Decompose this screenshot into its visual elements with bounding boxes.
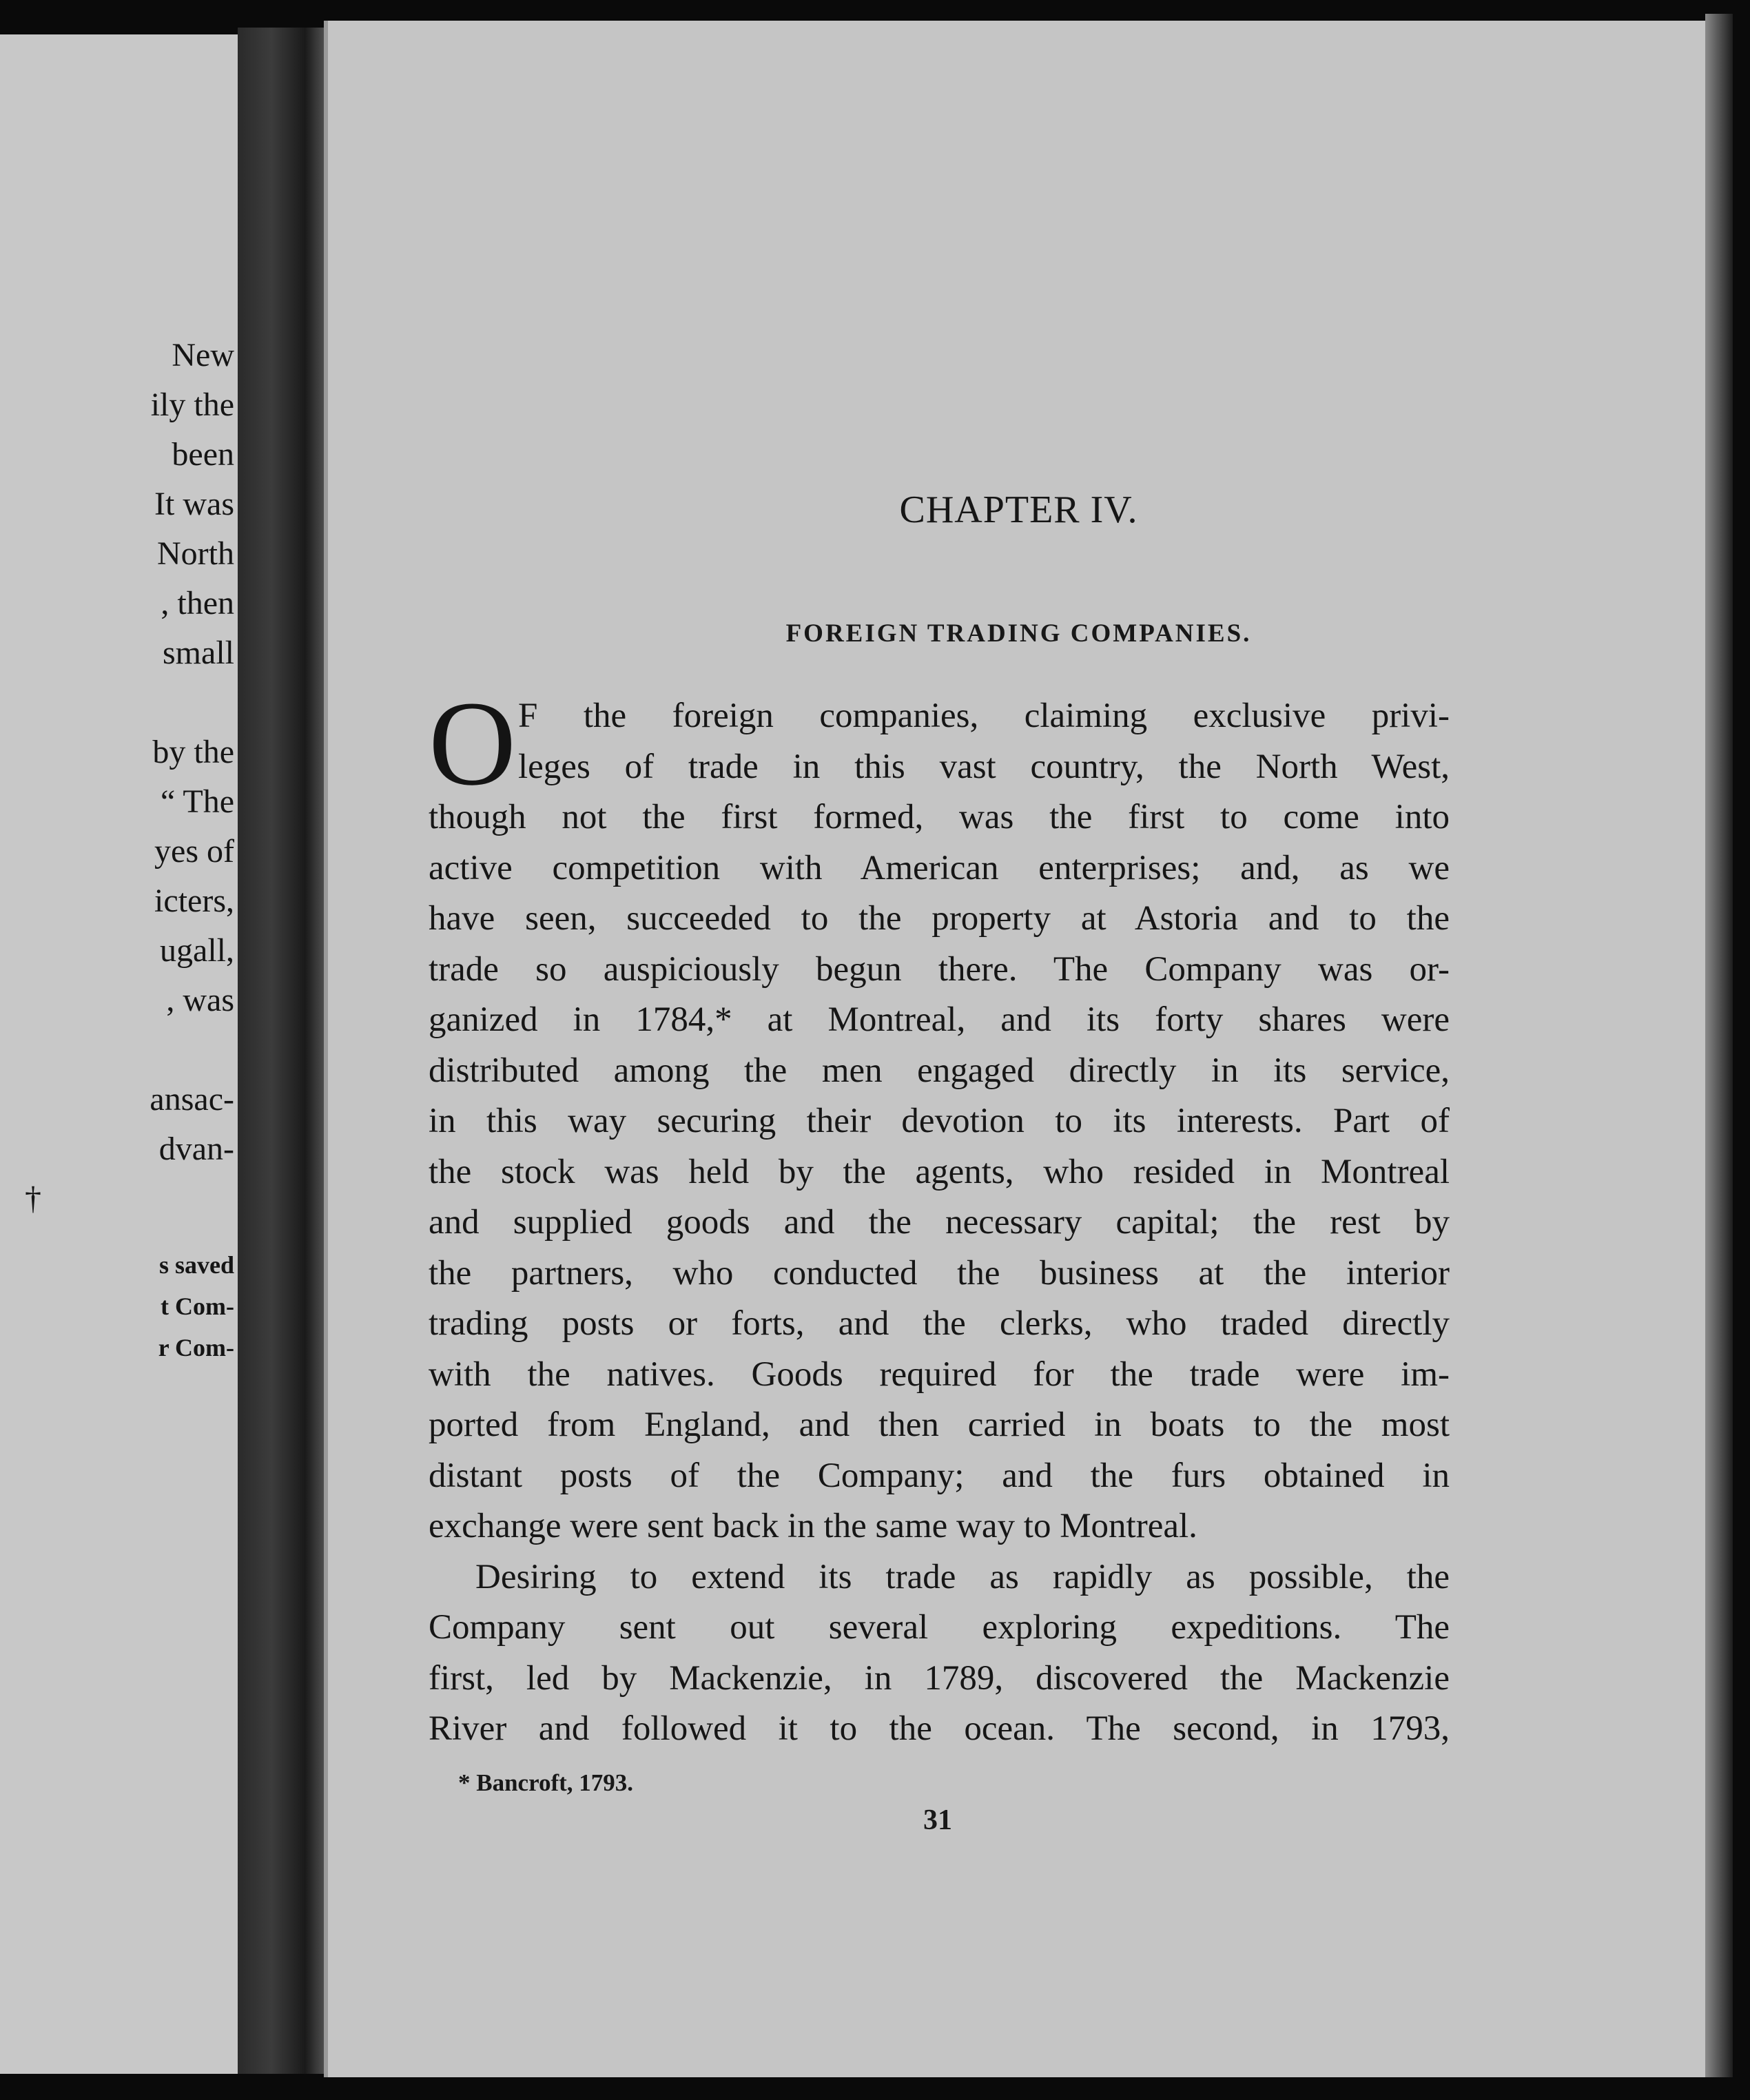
body-line-text: Desiring to extend its trade as rapidly as possible, the	[475, 1557, 1450, 1596]
body-line	[429, 1147, 1450, 1198]
body-line-text: first, led by Mackenzie, in 1789, discovered the Mackenzie	[429, 1658, 1450, 1698]
left-page	[0, 34, 238, 2074]
body-line	[429, 742, 1450, 793]
body-line-text: trade so auspiciously begun there. The Company was or-	[429, 949, 1450, 989]
body-line-text: trading posts or forts, and the clerks, who traded directly	[429, 1304, 1450, 1343]
left-line: New	[172, 337, 234, 373]
body-line-text: the stock was held by the agents, who resided in Montreal	[429, 1152, 1450, 1191]
left-line: , was	[166, 982, 234, 1018]
body-line	[429, 1248, 1450, 1299]
left-footnote-line: s saved	[158, 1251, 234, 1279]
body-line	[429, 792, 1450, 843]
page-edge	[1705, 14, 1733, 2077]
body-line	[429, 894, 1450, 945]
footnote: * Bancroft, 1793.	[458, 1769, 634, 1796]
body-line-text: though not the first formed, was the first to come into	[429, 798, 1450, 836]
body-line-text: and supplied goods and the necessary capital; the rest by	[429, 1203, 1450, 1242]
body-line-text: with the natives. Goods required for the trade were im-	[429, 1355, 1450, 1394]
body-line-text: River and followed it to the ocean. The second, in 1793,	[429, 1709, 1450, 1748]
book-gutter	[238, 28, 334, 2074]
left-line: ily the	[150, 387, 234, 423]
body-line-text: ganized in 1784,* at Montreal, and its forty shares were	[429, 1000, 1450, 1039]
body-line-text: active competition with American enterprises; and, as we	[429, 848, 1450, 887]
section-title: FOREIGN TRADING COMPANIES.	[785, 619, 1252, 648]
body-line	[429, 1654, 1450, 1705]
left-line: by the	[152, 734, 234, 770]
left-line: North	[157, 535, 234, 572]
body-line-text: leges of trade in this vast country, the North West,	[518, 747, 1450, 786]
drop-cap: O	[429, 677, 517, 811]
body-line	[429, 1350, 1450, 1401]
page-number: 31	[923, 1804, 952, 1836]
body-line	[429, 1501, 1450, 1552]
body-line-text: the partners, who conducted the business at the interior	[429, 1253, 1450, 1293]
left-line: small	[163, 635, 234, 671]
left-line: dvan-	[158, 1131, 234, 1167]
body-text	[429, 677, 1450, 1755]
body-line-text: Company sent out several exploring expeditions. The	[429, 1608, 1450, 1647]
body-line	[429, 1046, 1450, 1097]
chapter-title: CHAPTER IV.	[899, 488, 1138, 531]
body-line	[429, 1096, 1450, 1147]
body-line-text: ported from England, and then carried in boats to the most	[429, 1406, 1450, 1444]
body-line-text: exchange were sent back in the same way to Montreal.	[429, 1507, 1197, 1545]
left-line: , then	[161, 585, 234, 621]
body-line	[429, 1552, 1450, 1603]
left-footnote-line: r Com-	[158, 1334, 234, 1361]
left-line: †	[25, 1180, 41, 1217]
body-line-text: in this way securing their devotion to its interests. Part of	[429, 1102, 1450, 1140]
left-line: been	[172, 436, 234, 473]
body-line	[429, 995, 1450, 1046]
body-line	[429, 945, 1450, 996]
body-line	[429, 1704, 1450, 1755]
body-line	[429, 1603, 1450, 1654]
left-line: icters,	[154, 883, 234, 919]
body-line-text: have seen, succeeded to the property at Astoria and to the	[429, 899, 1450, 938]
body-line	[429, 691, 1450, 742]
left-line: It was	[154, 486, 234, 522]
body-line-text: distributed among the men engaged directly in its service,	[429, 1051, 1450, 1090]
left-line: ansac-	[150, 1081, 234, 1118]
body-line	[429, 843, 1450, 894]
body-line	[429, 1400, 1450, 1451]
body-line	[429, 1299, 1450, 1350]
left-line: “ The	[160, 783, 234, 820]
body-line	[429, 1197, 1450, 1248]
left-line: ugall,	[160, 932, 234, 969]
left-footnote-line: t Com-	[161, 1293, 234, 1320]
left-line: yes of	[154, 833, 234, 869]
body-line-text: F the foreign companies, claiming exclusive privi-	[518, 697, 1450, 735]
body-line	[429, 1451, 1450, 1502]
body-line-text: distant posts of the Company; and the furs obtained in	[429, 1456, 1450, 1495]
